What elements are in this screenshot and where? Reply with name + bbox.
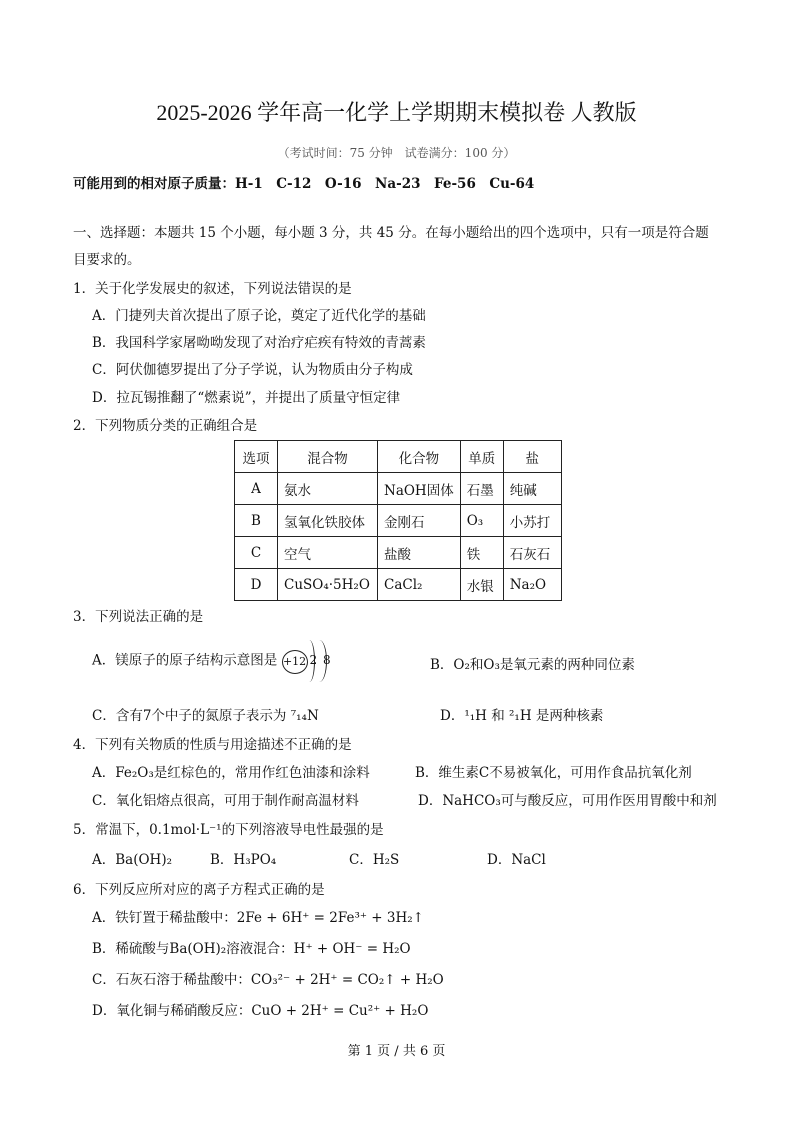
electron-counts: 2 8 — [309, 653, 331, 667]
table-cell: CuSO₄·5H₂O — [278, 569, 378, 601]
atomic-masses: 可能用到的相对原子质量：H-1 C-12 O-16 Na-23 Fe-56 Cu-64 — [73, 176, 535, 192]
table-row — [235, 569, 562, 601]
q3-option-a-text: A．镁原子的原子结构示意图是 — [92, 652, 278, 669]
table-cell: 石墨 — [460, 473, 503, 505]
table-cell: 纯碱 — [503, 473, 561, 505]
table-cell: D — [235, 569, 278, 601]
q3-option-d: D．¹₁H 和 ²₁H 是两种核素 — [440, 708, 604, 724]
q6-option-c: C．石灰石溶于稀盐酸中：CO₃²⁻ + 2H⁺ = CO₂↑ + H₂O — [92, 972, 444, 988]
q6-option-b: B．稀硫酸与Ba(OH)₂溶液混合：H⁺ + OH⁻ = H₂O — [92, 941, 411, 957]
q1-option-c: C．阿伏伽德罗提出了分子学说，认为物质由分子构成 — [92, 362, 413, 378]
page-title: 2025-2026 学年高一化学上学期期末模拟卷 人教版 — [156, 100, 637, 125]
table-cell: O₃ — [460, 505, 503, 537]
q5-option-d: D．NaCl — [487, 852, 546, 868]
q6-stem: 6．下列反应所对应的离子方程式正确的是 — [73, 882, 325, 898]
table-cell: NaOH固体 — [378, 473, 461, 505]
table-cell: 氨水 — [278, 473, 378, 505]
table-cell: 小苏打 — [503, 505, 561, 537]
table-header-row — [235, 441, 562, 473]
table-cell: 氢氧化铁胶体 — [278, 505, 378, 537]
q5-option-b: B．H₃PO₄ — [210, 852, 277, 868]
page-footer: 第 1 页 / 共 6 页 — [347, 1044, 446, 1059]
section-instructions-cont: 目要求的。 — [73, 252, 141, 268]
exam-info: （考试时间：75 分钟 试卷满分：100 分） — [277, 146, 516, 160]
q1-option-b: B．我国科学家屠呦呦发现了对治疗疟疾有特效的青蒿素 — [92, 335, 426, 351]
table-cell: 石灰石 — [503, 537, 561, 569]
section-instructions: 一、选择题：本题共 15 个小题，每小题 3 分，共 45 分。在每小题给出的四个选项中，只有一项是符合题 — [73, 225, 709, 241]
table-header: 单质 — [460, 441, 503, 473]
q5-option-c: C．H₂S — [349, 852, 400, 868]
table-cell: 空气 — [278, 537, 378, 569]
q2-stem: 2．下列物质分类的正确组合是 — [73, 418, 258, 434]
table-cell: C — [235, 537, 278, 569]
magnesium-atom-diagram — [282, 646, 338, 676]
q4-option-c: C．氧化铝熔点很高，可用于制作耐高温材料 — [92, 793, 359, 809]
q5-option-a: A．Ba(OH)₂ — [92, 852, 173, 868]
table-header: 选项 — [235, 441, 278, 473]
q1-option-a: A．门捷列夫首次提出了原子论，奠定了近代化学的基础 — [92, 308, 426, 324]
q3-stem: 3．下列说法正确的是 — [73, 609, 204, 625]
q4-option-a: A．Fe₂O₃是红棕色的，常用作红色油漆和涂料 — [92, 765, 370, 781]
table-header: 混合物 — [278, 441, 378, 473]
atom-nucleus: +12 — [282, 650, 308, 674]
q3-option-c: C．含有7个中子的氮原子表示为 ⁷₁₄N — [92, 708, 319, 724]
q1-option-d: D．拉瓦锡推翻了“燃素说”，并提出了质量守恒定律 — [92, 390, 401, 406]
table-cell: A — [235, 473, 278, 505]
table-cell: CaCl₂ — [378, 569, 461, 601]
q4-option-b: B．维生素C不易被氧化，可用作食品抗氧化剂 — [415, 765, 692, 781]
table-cell: 金刚石 — [378, 505, 461, 537]
table-cell: Na₂O — [503, 569, 561, 601]
table-row — [235, 537, 562, 569]
q4-stem: 4．下列有关物质的性质与用途描述不正确的是 — [73, 737, 352, 753]
table-row — [235, 473, 562, 505]
table-cell: B — [235, 505, 278, 537]
table-cell: 盐酸 — [378, 537, 461, 569]
table-cell: 水银 — [460, 569, 503, 601]
q5-stem: 5．常温下，0.1mol·L⁻¹的下列溶液导电性最强的是 — [73, 822, 384, 838]
q6-option-d: D．氧化铜与稀硝酸反应：CuO + 2H⁺ = Cu²⁺ + H₂O — [92, 1003, 429, 1019]
table-row — [235, 505, 562, 537]
table-header: 盐 — [503, 441, 561, 473]
table-header: 化合物 — [378, 441, 461, 473]
q4-option-d: D．NaHCO₃可与酸反应，可用作医用胃酸中和剂 — [418, 793, 717, 809]
q3-option-b: B．O₂和O₃是氧元素的两种同位素 — [430, 657, 635, 673]
table-cell: 铁 — [460, 537, 503, 569]
q3-option-a — [92, 646, 338, 676]
classification-table — [234, 440, 562, 601]
q6-option-a: A．铁钉置于稀盐酸中：2Fe + 6H⁺ = 2Fe³⁺ + 3H₂↑ — [92, 910, 424, 926]
q1-stem: 1．关于化学发展史的叙述，下列说法错误的是 — [73, 281, 352, 297]
